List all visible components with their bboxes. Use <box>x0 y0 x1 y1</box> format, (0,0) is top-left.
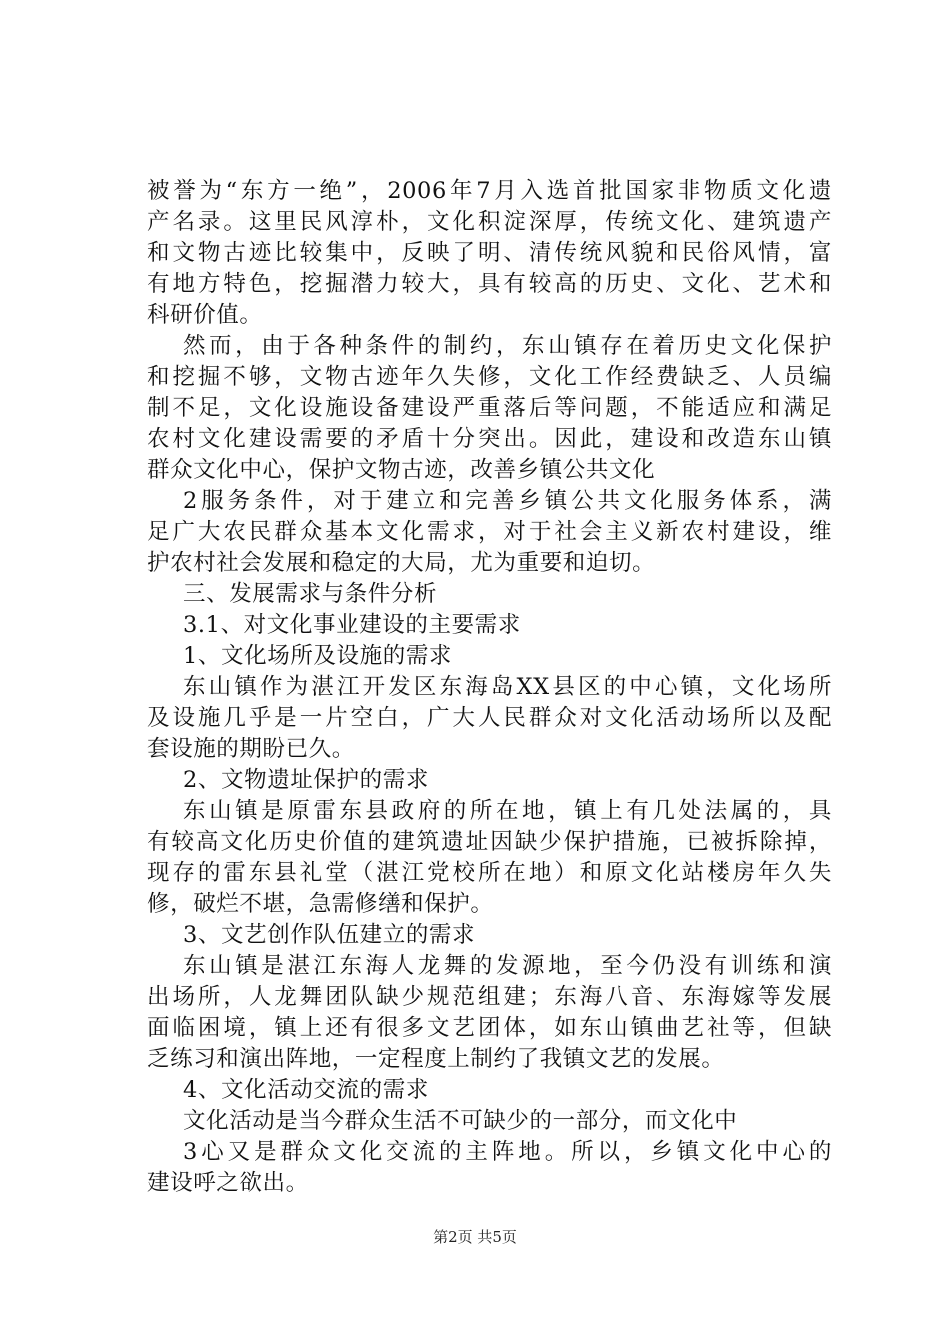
page-footer: 第2页 共5页 <box>433 1228 517 1246</box>
text-line: 有较高文化历史价值的建筑遗址因缺少保护措施，已被拆除掉， <box>147 829 832 855</box>
text-line: 3心又是群众文化交流的主阵地。所以，乡镇文化中心的 <box>183 1139 832 1165</box>
text-line: 产名录。这里民风淳朴，文化积淀深厚，传统文化、建筑遗产 <box>147 209 832 235</box>
text-line: 及设施几乎是一片空白，广大人民群众对文化活动场所以及配 <box>147 705 832 731</box>
text-line: 制不足，文化设施设备建设严重落后等问题，不能适应和满足 <box>147 395 832 421</box>
text-line: 文化活动是当今群众生活不可缺少的一部分，而文化中 <box>183 1108 738 1134</box>
document-body <box>147 176 832 1199</box>
text-line: 和文物古迹比较集中，反映了明、清传统风貌和民俗风情，富 <box>147 240 832 266</box>
text-line: 和挖掘不够，文物古迹年久失修，文化工作经费缺乏、人员编 <box>147 364 832 390</box>
subsection-heading: 3.1、对文化事业建设的主要需求 <box>183 612 521 638</box>
item-heading: 3、文艺创作队伍建立的需求 <box>183 922 476 948</box>
text-line: 然而，由于各种条件的制约，东山镇存在着历史文化保护 <box>183 333 832 359</box>
text-line: 2服务条件，对于建立和完善乡镇公共文化服务体系，满 <box>183 488 832 514</box>
text-line: 东山镇作为湛江开发区东海岛XX县区的中心镇，文化场所 <box>183 674 832 700</box>
text-line: 修，破烂不堪，急需修缮和保护。 <box>147 891 494 917</box>
text-line: 现存的雷东县礼堂（湛江党校所在地）和原文化站楼房年久失 <box>147 860 832 886</box>
text-line: 农村文化建设需要的矛盾十分突出。因此，建设和改造东山镇 <box>147 426 832 452</box>
text-line: 被誉为“东方一绝”，2006年7月入选首批国家非物质文化遗 <box>147 178 832 204</box>
text-line: 东山镇是原雷东县政府的所在地，镇上有几处法属的，具 <box>183 798 832 824</box>
text-line: 乏练习和演出阵地，一定程度上制约了我镇文艺的发展。 <box>147 1046 725 1072</box>
text-line: 套设施的期盼已久。 <box>147 736 355 762</box>
text-line: 足广大农民群众基本文化需求，对于社会主义新农村建设，维 <box>147 519 832 545</box>
item-heading: 2、文物遗址保护的需求 <box>183 767 429 793</box>
item-heading: 1、文化场所及设施的需求 <box>183 643 453 669</box>
section-heading: 三、发展需求与条件分析 <box>183 581 438 607</box>
item-heading: 4、文化活动交流的需求 <box>183 1077 429 1103</box>
text-line: 群众文化中心，保护文物古迹，改善乡镇公共文化 <box>147 457 656 483</box>
text-line: 有地方特色，挖掘潜力较大，具有较高的历史、文化、艺术和 <box>147 271 832 297</box>
text-line: 护农村社会发展和稳定的大局，尤为重要和迫切。 <box>147 550 656 576</box>
text-line: 建设呼之欲出。 <box>147 1170 309 1196</box>
text-line: 东山镇是湛江东海人龙舞的发源地，至今仍没有训练和演 <box>183 953 832 979</box>
text-line: 面临困境，镇上还有很多文艺团体，如东山镇曲艺社等，但缺 <box>147 1015 832 1041</box>
text-line: 出场所，人龙舞团队缺少规范组建；东海八音、东海嫁等发展 <box>147 984 832 1010</box>
text-line: 科研价值。 <box>147 302 263 328</box>
